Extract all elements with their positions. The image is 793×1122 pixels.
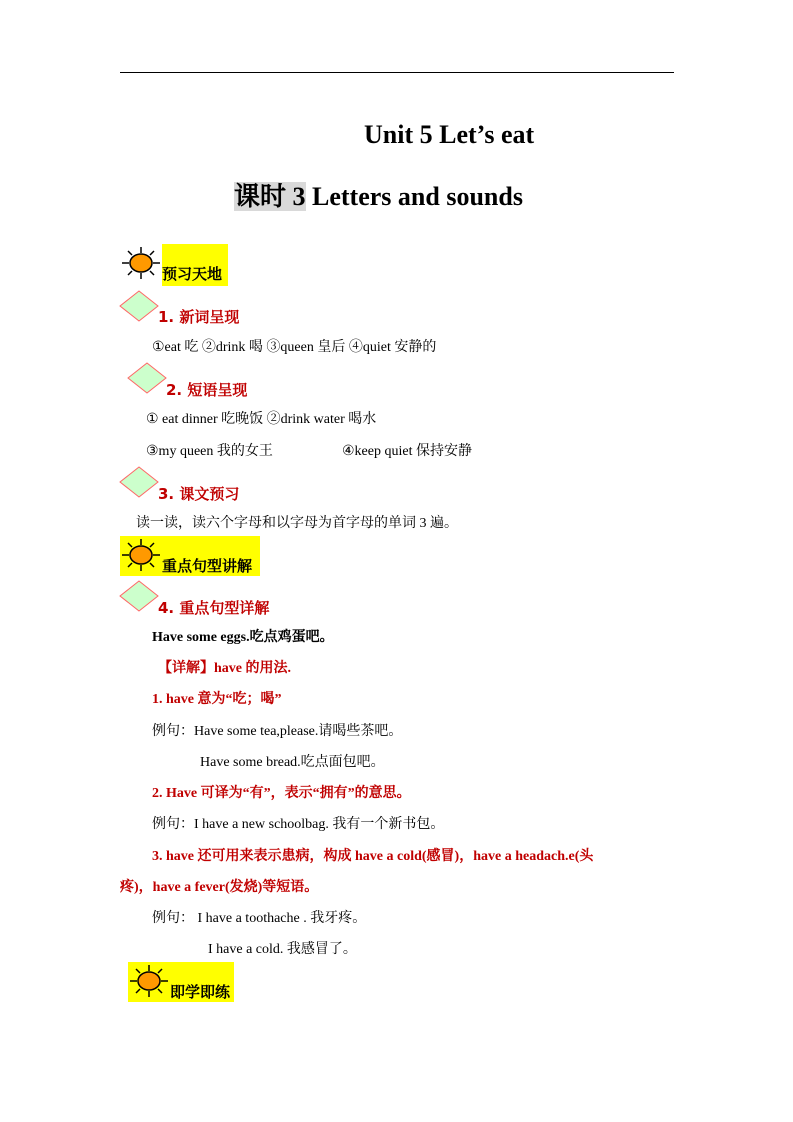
key-sentence: Have some eggs.吃点鸡蛋吧。: [152, 630, 334, 645]
section-practice-label: 即学即练: [170, 983, 231, 1001]
usage-1: 1. have 意为“吃；喝”: [152, 692, 282, 707]
usage-3-line1: 3. have 还可用来表示患病，构成 have a cold(感冒)，have a headach.e(头: [152, 849, 594, 864]
sun-icon: [120, 538, 162, 572]
detail-heading: 【详解】have 的用法.: [158, 661, 291, 676]
lesson-title: [234, 176, 523, 213]
sub2-heading: 2. 短语呈现: [166, 381, 248, 399]
unit-title: Unit 5 Let’s eat: [364, 120, 535, 149]
usage-3-example-2: I have a cold. 我感冒了。: [208, 942, 357, 957]
sub2-phrases-line2b: ④keep quiet 保持安静: [342, 444, 472, 459]
section-key-sentences-label: 重点句型讲解: [162, 557, 253, 575]
usage-1-example-1: 例句：Have some tea,please.请喝些茶吧。: [152, 724, 403, 739]
diamond-icon: [119, 290, 159, 322]
sub1-words: ①eat 吃 ②drink 喝 ③queen 皇后 ④quiet 安静的: [152, 340, 437, 355]
section-preview-label: 预习天地: [162, 265, 223, 283]
header-rule: [120, 72, 674, 73]
section-preview: [120, 244, 228, 286]
usage-2-example: 例句：I have a new schoolbag. 我有一个新书包。: [152, 817, 445, 832]
section-practice: [128, 962, 234, 1002]
sub2-phrases-line1: ① eat dinner 吃晚饭 ②drink water 喝水: [146, 412, 377, 427]
sub3-text: 读一读，读六个字母和以字母为首字母的单词 3 遍。: [136, 516, 458, 531]
sub2-phrases-line2a: ③my queen 我的女王: [146, 444, 273, 459]
diamond-icon: [119, 580, 159, 612]
section-key-sentences: [120, 536, 260, 576]
usage-1-example-2: Have some bread.吃点面包吧。: [200, 755, 385, 770]
usage-2: 2. Have 可译为“有”，表示“拥有”的意思。: [152, 786, 411, 801]
diamond-icon: [119, 466, 159, 498]
lesson-number: 课时 3: [234, 182, 306, 211]
sub4-heading: 4. 重点句型详解: [158, 599, 270, 617]
sun-icon: [128, 964, 170, 998]
sub3-heading: 3. 课文预习: [158, 485, 240, 503]
sub1-heading: 1. 新词呈现: [158, 308, 240, 326]
usage-3-example-1: 例句： I have a toothache . 我牙疼。: [152, 911, 367, 926]
usage-3-line2: 疼)，have a fever(发烧)等短语。: [120, 880, 319, 895]
sun-icon: [120, 246, 162, 280]
diamond-icon: [127, 362, 167, 394]
lesson-name: Letters and sounds: [305, 182, 523, 211]
